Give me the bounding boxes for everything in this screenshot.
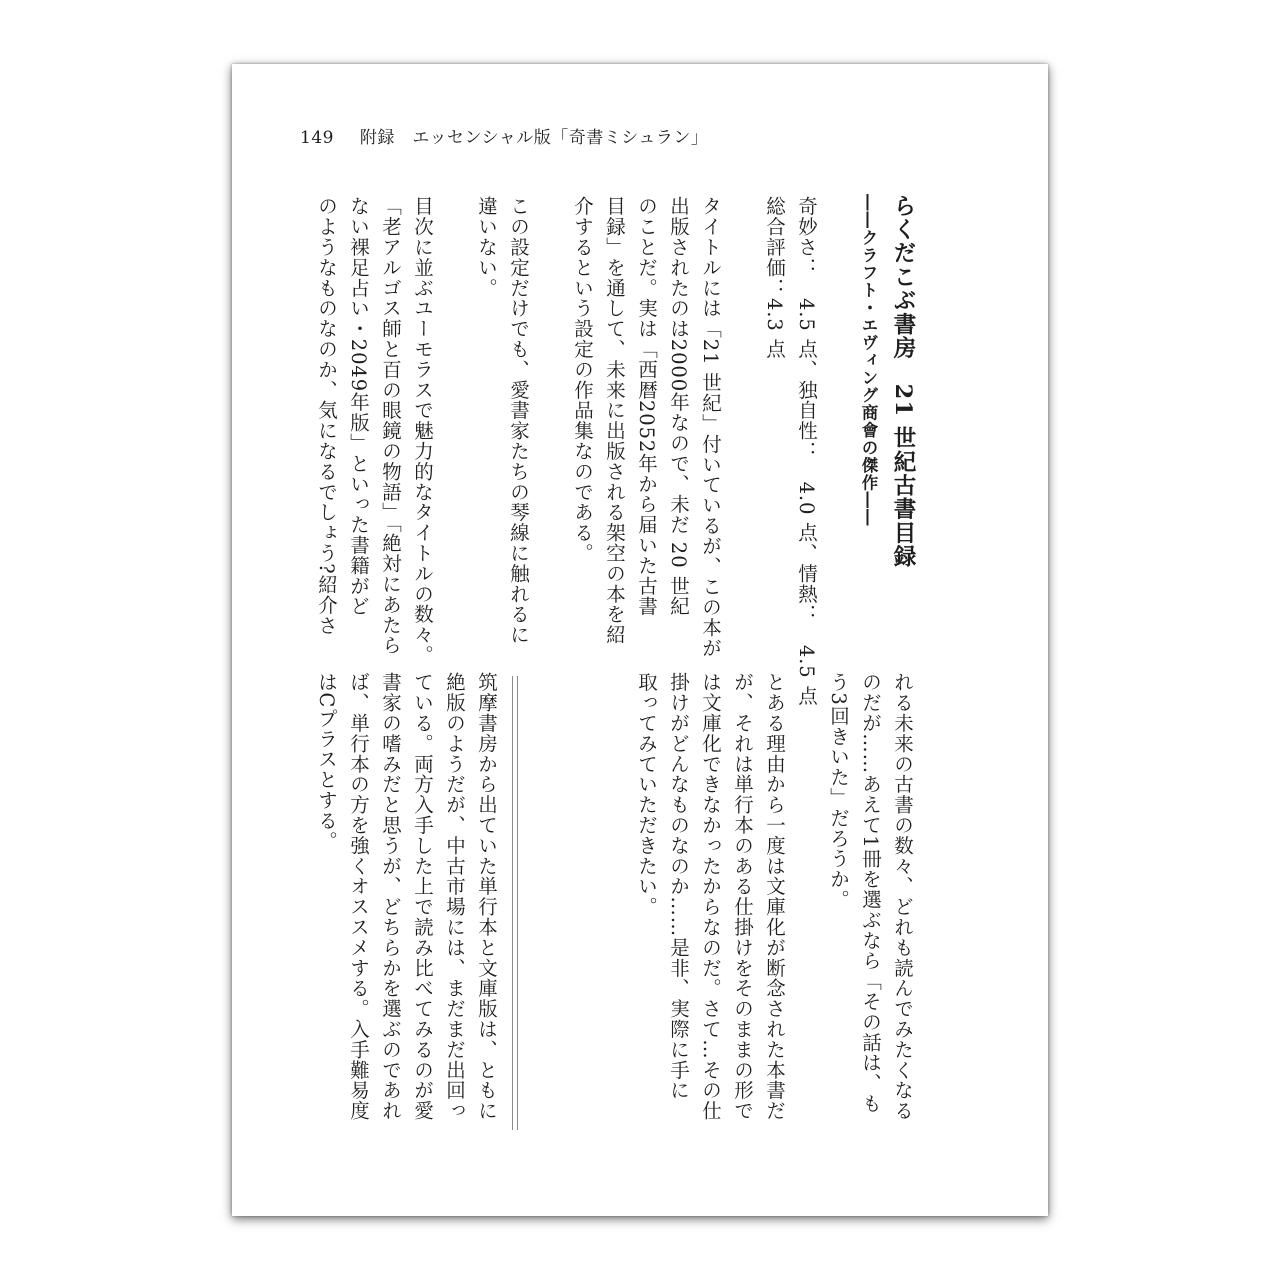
- rating-line: 奇妙さ： 4.5 点、独自性： 4.0 点、情熱： 4.5 点: [795, 196, 818, 707]
- text-line: ている。両方入手した上で読み比べてみるのが愛: [411, 672, 434, 1121]
- text-line: れる未来の古書の数々、どれも読んでみたくなる: [891, 672, 914, 1121]
- text-line: ない裸足占い・2049年版」といった書籍がど: [347, 196, 370, 617]
- text-line: 筑摩書房から出ていた単行本と文庫版は、ともに: [475, 672, 498, 1121]
- text-line: ば、単行本の方を強くオススメする。入手難易度: [347, 672, 370, 1121]
- text-line: とある理由から一度は文庫化が断念された本書だ: [763, 672, 786, 1121]
- section-divider: [512, 676, 518, 1130]
- text-line: 目次に並ぶユーモラスで魅力的なタイトルの数々。: [411, 196, 434, 666]
- running-title: 附録 エッセンシャル版「奇書ミシュラン」: [359, 128, 709, 148]
- text-line: 目録」を通して、未来に出版される架空の本を紹: [603, 196, 626, 645]
- text-line: 取ってみていただきたい。: [635, 672, 658, 917]
- text-line: のだが……あえて1冊を選ぶなら「その話は、も: [859, 672, 882, 1114]
- text-line: のようなものなのか、気になるでしょう?紹介さ: [315, 196, 338, 636]
- text-line: 介するという設定の作品集なのである。: [571, 196, 594, 564]
- text-line: 絶版のようだが、中古市場には、まだまだ出回っ: [443, 672, 466, 1121]
- text-line: が、それは単行本のある仕掛けをそのままの形で: [731, 672, 754, 1121]
- text-line: タイトルには「21 世紀」付いているが、この本が: [699, 196, 722, 659]
- text-line: 掛けがどんなものなのか……是非、実際に手に: [667, 672, 690, 1101]
- text-line: 出版されたのは2000年なので、未だ 20 世紀: [667, 196, 690, 617]
- rating-line: 総合評価：4.3 点: [763, 196, 786, 360]
- page-number: 149: [300, 128, 334, 148]
- text-line: は文庫化できなかったからなのだ。さて…その仕: [699, 672, 722, 1121]
- entry-subtitle: ――クラフト・エヴィング商會の傑作――: [859, 194, 878, 527]
- entry-title: らくだこぶ書房 21 世紀古書目録: [890, 194, 916, 569]
- running-head: [300, 124, 708, 152]
- text-line: のことだ。実は「西暦2052年から届いた古書: [635, 196, 658, 617]
- text-line: 違いない。: [475, 196, 498, 298]
- text-line: 書家の嗜みだと思うが、どちらかを選ぶのであれ: [379, 672, 402, 1121]
- text-line: はCプラスとする。: [315, 672, 338, 852]
- text-line: この設定だけでも、愛書家たちの琴線に触れるに: [507, 196, 530, 645]
- text-line: 「老アルゴス師と百の眼鏡の物語」「絶対にあたら: [379, 196, 402, 656]
- text-line: う3回きいた」だろうか。: [827, 672, 850, 910]
